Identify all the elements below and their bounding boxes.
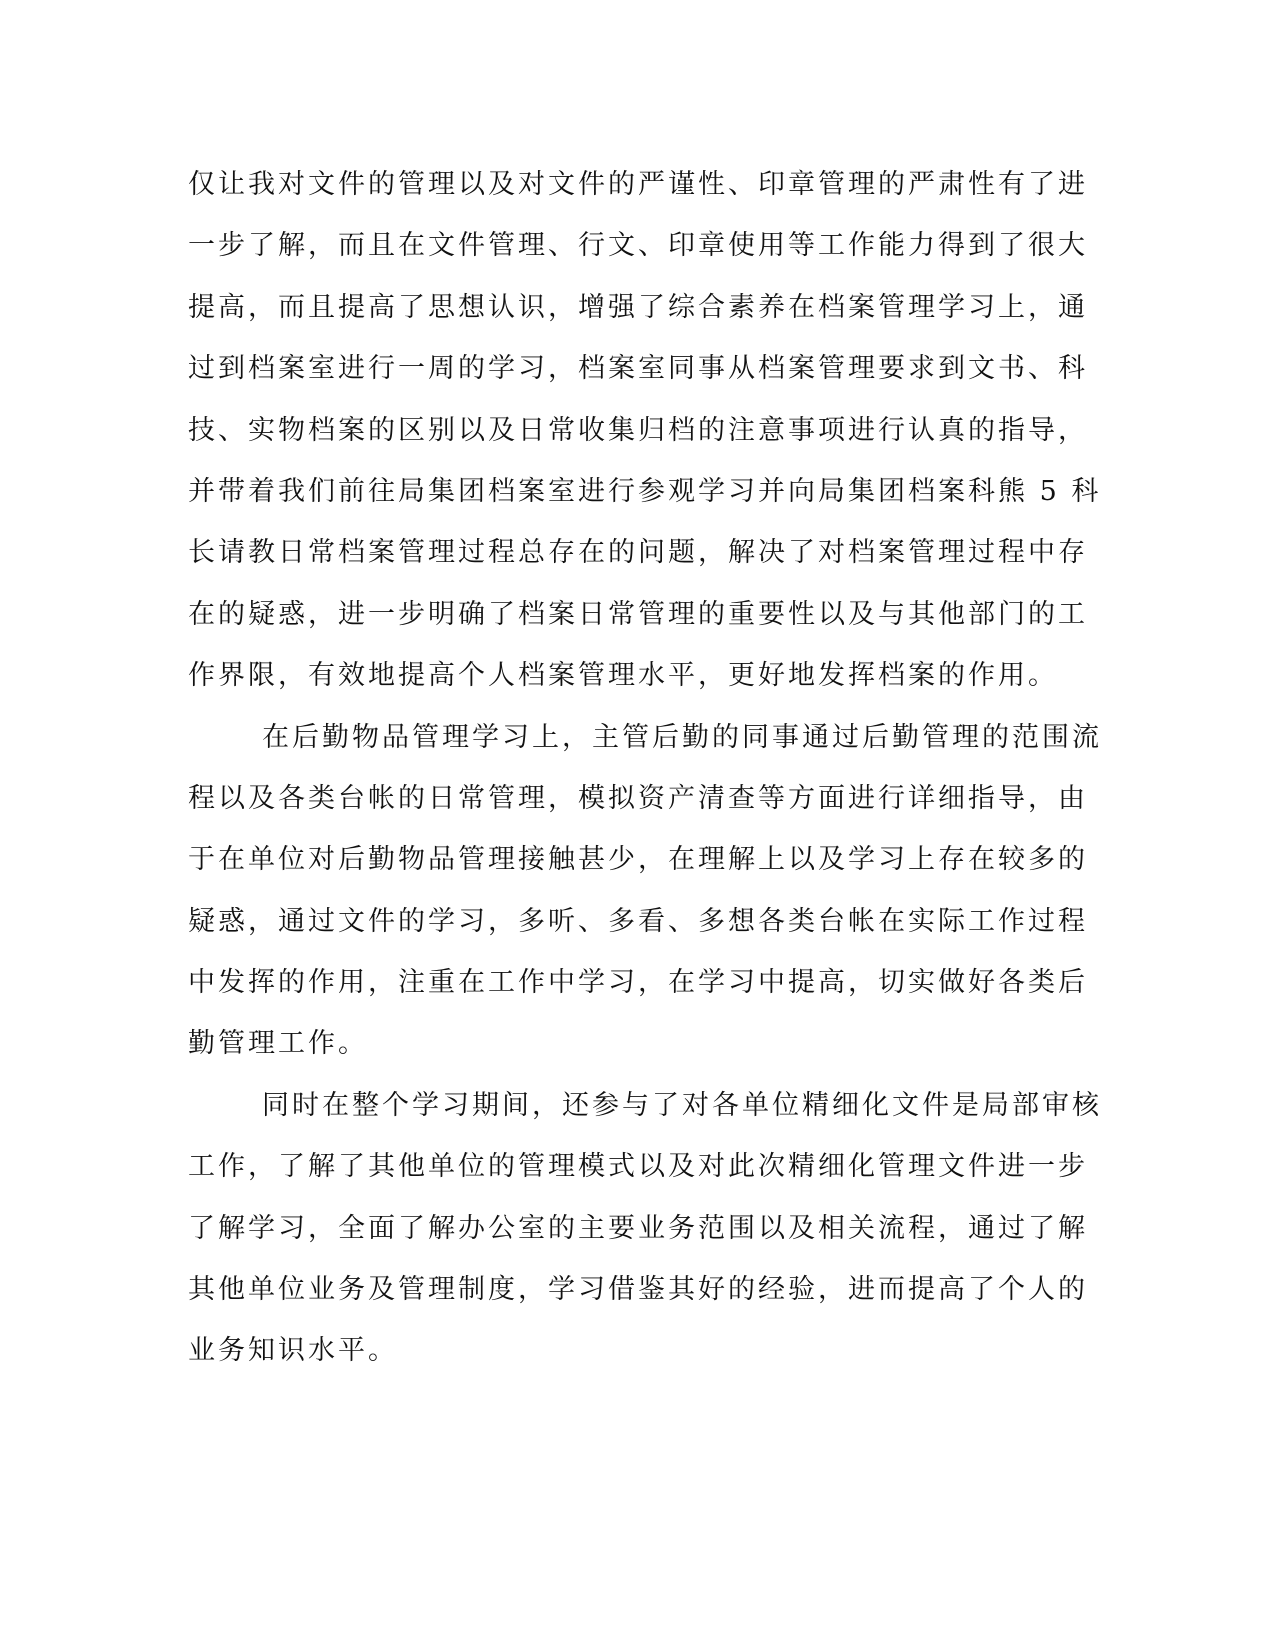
text-line: 勤管理工作。: [188, 1028, 368, 1060]
paragraph-review-work: [188, 1075, 1102, 1382]
text-line: 其他单位业务及管理制度，学习借鉴其好的经验，进而提高了个人的: [188, 1274, 1088, 1306]
text-line: 并带着我们前往局集团档案室进行参观学习并向局集团档案科熊 5 科: [188, 475, 1102, 507]
text-line: 业务知识水平。: [188, 1335, 398, 1367]
text-line: 在的疑惑，进一步明确了档案日常管理的重要性以及与其他部门的工: [188, 598, 1088, 630]
text-line: 于在单位对后勤物品管理接触甚少，在理解上以及学习上存在较多的: [188, 844, 1088, 876]
text-line: 一步了解，而且在文件管理、行文、印章使用等工作能力得到了很大: [188, 230, 1088, 262]
text-line: 程以及各类台帐的日常管理，模拟资产清查等方面进行详细指导，由: [188, 782, 1088, 814]
text-line-indented: 同时在整个学习期间，还参与了对各单位精细化文件是局部审核: [262, 1089, 1102, 1121]
text-line: 仅让我对文件的管理以及对文件的严谨性、印章管理的严肃性有了进: [188, 169, 1088, 200]
text-line: 技、实物档案的区别以及日常收集归档的注意事项进行认真的指导，: [188, 414, 1088, 446]
text-line: 作界限，有效地提高个人档案管理水平，更好地发挥档案的作用。: [188, 660, 1058, 692]
text-line: 提高，而且提高了思想认识，增强了综合素养在档案管理学习上，通: [188, 291, 1088, 323]
text-line: 了解学习，全面了解办公室的主要业务范围以及相关流程，通过了解: [188, 1212, 1088, 1244]
text-line: 疑惑，通过文件的学习，多听、多看、多想各类台帐在实际工作过程: [188, 905, 1088, 937]
document-body: [188, 154, 1102, 1382]
text-line-indented: 在后勤物品管理学习上，主管后勤的同事通过后勤管理的范围流: [262, 721, 1102, 753]
text-line: 工作，了解了其他单位的管理模式以及对此次精细化管理文件进一步: [188, 1151, 1088, 1183]
text-line: 中发挥的作用，注重在工作中学习，在学习中提高，切实做好各类后: [188, 967, 1088, 999]
text-line: 过到档案室进行一周的学习，档案室同事从档案管理要求到文书、科: [188, 353, 1088, 385]
paragraph-archives: [188, 154, 1102, 707]
paragraph-logistics: [188, 707, 1102, 1075]
text-line: 长请教日常档案管理过程总存在的问题，解决了对档案管理过程中存: [188, 537, 1088, 569]
